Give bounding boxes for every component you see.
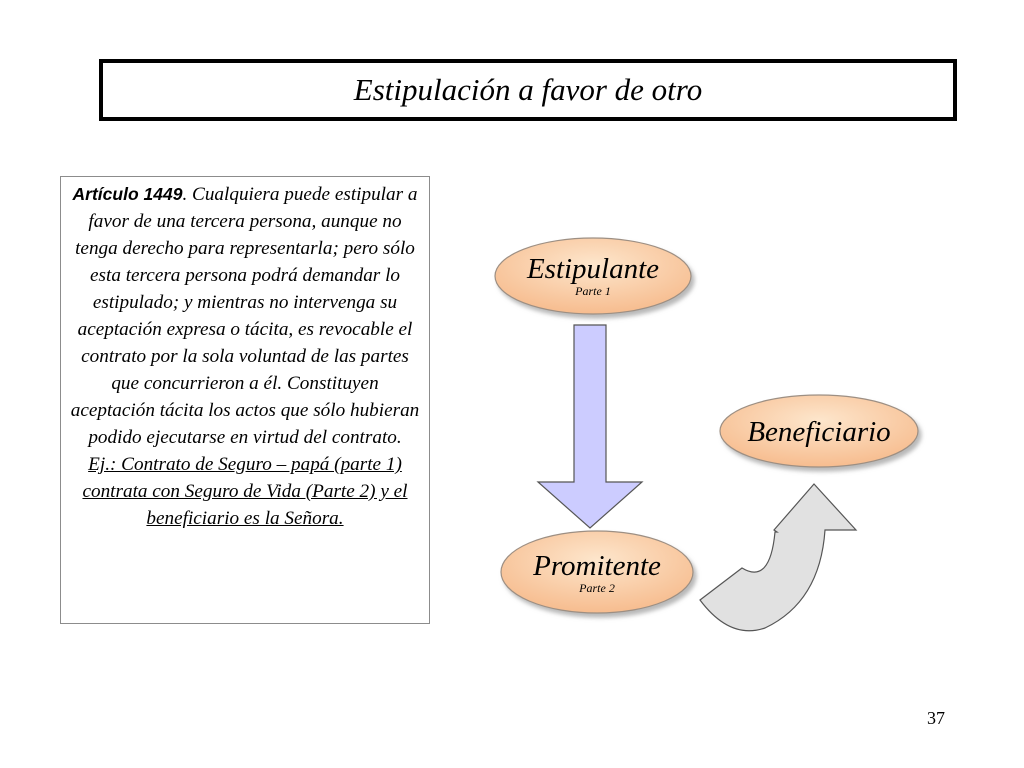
article-text: . Cualquiera puede estipular a favor de una tercera persona, aunque no tenga derecho para representarla; pero sólo esta tercera persona podrá demandar lo estipulado; y mientras no intervenga su aceptación expresa o tácita, es revocable el contrato por la sola voluntad de las partes que concurrieron a él. Constituyen aceptación tácita los actos que sólo hubieran podido ejecutarse en virtud del contrato. (70, 184, 420, 448)
promitente-sub-label: Parte 2 (579, 581, 615, 595)
beneficiario-label: Beneficiario (747, 416, 891, 448)
node-promitente (501, 533, 693, 613)
estipulante-sub-label: Parte 1 (575, 284, 611, 298)
down-arrow (538, 325, 642, 528)
estipulante-label: Estipulante (526, 253, 660, 285)
page-number: 37 (927, 708, 945, 728)
promitente-label: Promitente (533, 550, 661, 582)
curved-arrow (700, 484, 856, 631)
slide-title: Estipulación a favor de otro (353, 72, 703, 107)
node-beneficiario (720, 396, 918, 468)
node-estipulante (495, 240, 691, 312)
example-text: Ej.: Contrato de Seguro – papá (parte 1) contrata con Seguro de Vida (Parte 2) y el beneficiario es la Señora. (82, 454, 408, 529)
article-label: Artículo 1449 (72, 184, 183, 204)
